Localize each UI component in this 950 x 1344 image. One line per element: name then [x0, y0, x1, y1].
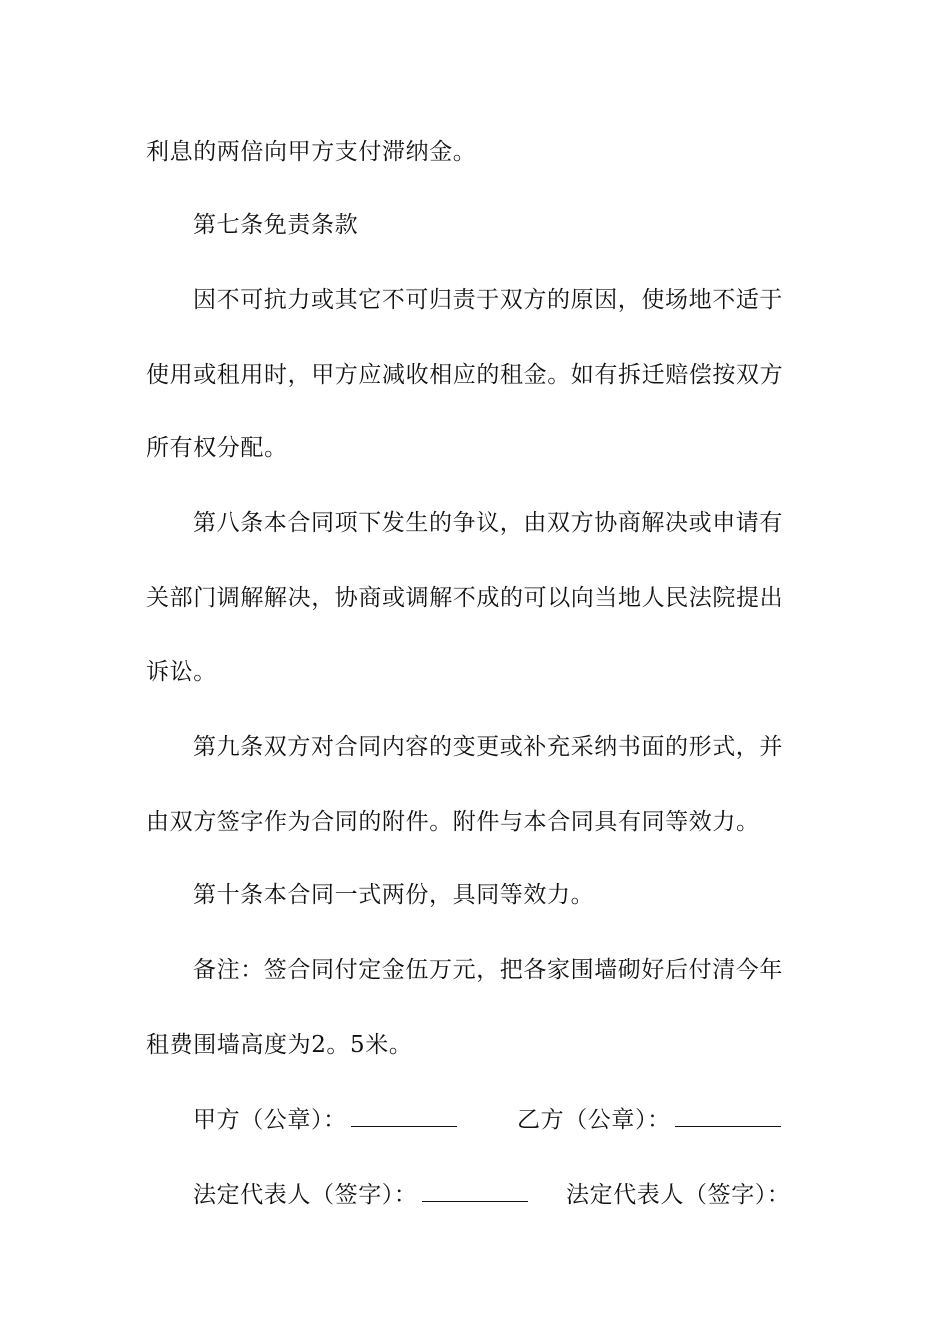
clause-heading: 第七条免责条款 — [193, 212, 359, 238]
paragraph-line: 诉讼。 — [146, 659, 217, 685]
rep-a-signature — [193, 1180, 528, 1210]
party-b-label: 乙方（公章）： — [517, 1107, 671, 1133]
party-a-label: 甲方（公章）： — [193, 1107, 347, 1133]
paragraph-line: 使用或租用时，甲方应减收相应的租金。如有拆迁赔偿按双方 — [146, 362, 784, 388]
party-b-seal — [517, 1105, 781, 1135]
paragraph-line: 利息的两倍向甲方支付滞纳金。 — [146, 139, 477, 165]
party-a-blank — [351, 1108, 457, 1127]
paragraph-line: 由双方签字作为合同的附件。附件与本合同具有同等效力。 — [146, 809, 760, 835]
party-a-seal — [193, 1105, 457, 1135]
rep-a-label: 法定代表人（签字）： — [193, 1182, 418, 1208]
paragraph-line: 第九条双方对合同内容的变更或补充采纳书面的形式，并 — [193, 734, 783, 760]
rep-b-label: 法定代表人（签字）： — [566, 1182, 791, 1208]
party-b-blank — [675, 1108, 781, 1127]
note-line: 备注：签合同付定金伍万元，把各家围墙砌好后付清今年 — [193, 957, 783, 983]
paragraph-line: 因不可抗力或其它不可归责于双方的原因，使场地不适于 — [193, 287, 783, 313]
rep-a-blank — [422, 1183, 528, 1202]
paragraph-line: 第八条本合同项下发生的争议，由双方协商解决或申请有 — [193, 510, 783, 536]
note-line: 租费围墙高度为2。5米。 — [146, 1032, 413, 1058]
rep-b-signature — [566, 1180, 791, 1210]
paragraph-line: 所有权分配。 — [146, 435, 288, 461]
paragraph-line: 关部门调解解决，协商或调解不成的可以向当地人民法院提出 — [146, 585, 784, 611]
paragraph-line: 第十条本合同一式两份，具同等效力。 — [193, 882, 595, 908]
